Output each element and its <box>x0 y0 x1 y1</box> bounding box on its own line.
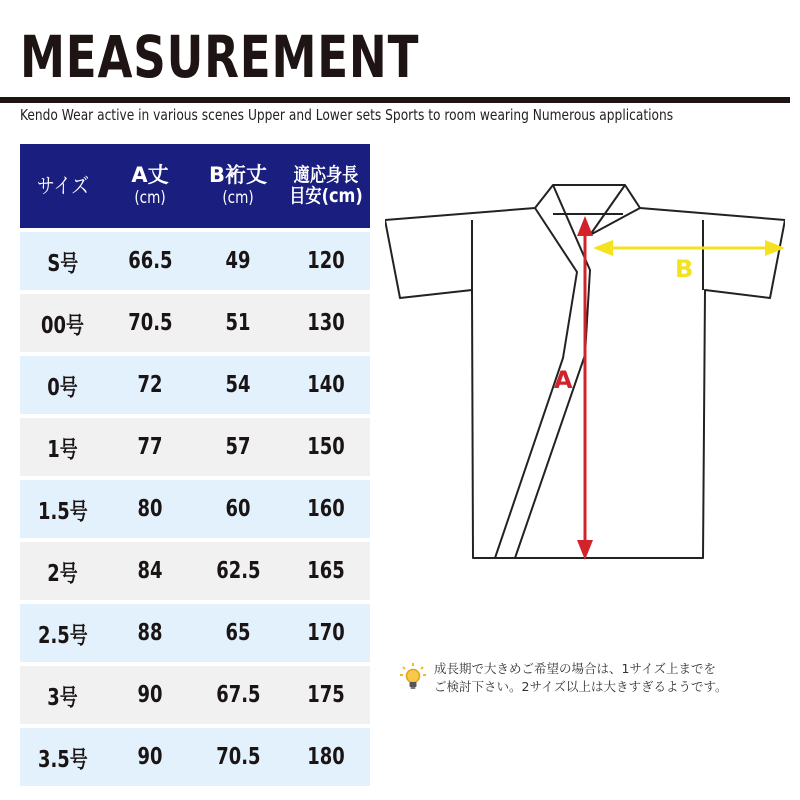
cell-height <box>282 604 370 662</box>
cell-height-text: 180 <box>307 744 345 770</box>
cell-a <box>106 356 194 414</box>
cell-height <box>282 480 370 538</box>
jacket-diagram <box>385 180 785 565</box>
cell-b <box>194 542 282 600</box>
cell-height <box>282 356 370 414</box>
cell-b <box>194 418 282 476</box>
cell-size-text: 0号 <box>47 374 79 401</box>
cell-size <box>20 604 106 662</box>
table-row <box>20 604 370 662</box>
note-line-1: 成長期で大きめご希望の場合は、1サイズ上までを <box>434 661 716 676</box>
cell-a <box>106 232 194 290</box>
cell-size <box>20 356 106 414</box>
col-header-b-unit: (cm) <box>222 188 254 208</box>
cell-height <box>282 232 370 290</box>
size-table <box>20 140 370 790</box>
cell-b <box>194 480 282 538</box>
col-header-size-label: サイズ <box>36 174 90 198</box>
jacket-collar-right <box>590 185 640 235</box>
cell-size <box>20 232 106 290</box>
cell-size-text: 3.5号 <box>38 746 88 773</box>
cell-a-text: 66.5 <box>127 248 173 274</box>
cell-height <box>282 666 370 724</box>
measure-a-arrow <box>577 216 593 560</box>
page-title: MEASUREMENT <box>20 23 420 91</box>
cell-a <box>106 294 194 352</box>
cell-a <box>106 418 194 476</box>
cell-height-text: 120 <box>307 248 345 274</box>
cell-size-text: 1.5号 <box>38 498 88 525</box>
cell-a <box>106 480 194 538</box>
table-row <box>20 542 370 600</box>
cell-a-text: 77 <box>137 434 163 460</box>
cell-b-text: 51 <box>225 310 251 336</box>
cell-size-text: 00号 <box>41 312 85 339</box>
title-rule <box>0 97 790 103</box>
lightbulb-icon <box>400 662 426 692</box>
table-row <box>20 480 370 538</box>
cell-size-text: 2号 <box>47 560 79 587</box>
cell-a-text: 88 <box>137 620 163 646</box>
cell-b-text: 60 <box>225 496 251 522</box>
cell-a-text: 90 <box>137 744 163 770</box>
cell-b-text: 62.5 <box>215 558 261 584</box>
cell-size <box>20 666 106 724</box>
cell-a-text: 90 <box>137 682 163 708</box>
col-header-size <box>20 144 106 228</box>
cell-height-text: 160 <box>307 496 345 522</box>
cell-b <box>194 294 282 352</box>
table-row <box>20 356 370 414</box>
col-header-a-unit: (cm) <box>134 188 166 208</box>
cell-b <box>194 232 282 290</box>
cell-a <box>106 666 194 724</box>
note-line-2: ご検討下さい。2サイズ以上は大きすぎるようです。 <box>434 679 728 694</box>
jacket-collar-inner <box>515 185 590 558</box>
cell-a-text: 84 <box>137 558 163 584</box>
cell-b <box>194 604 282 662</box>
table-row <box>20 728 370 786</box>
cell-height-text: 150 <box>307 434 345 460</box>
col-header-a-label: A丈 <box>131 163 169 187</box>
cell-size-text: 1号 <box>47 436 79 463</box>
cell-b <box>194 666 282 724</box>
cell-size <box>20 294 106 352</box>
cell-a-text: 80 <box>137 496 163 522</box>
measure-b-label: B <box>675 255 694 283</box>
cell-height-text: 140 <box>307 372 345 398</box>
cell-b-text: 70.5 <box>215 744 261 770</box>
cell-a-text: 72 <box>137 372 163 398</box>
cell-height-text: 165 <box>307 558 345 584</box>
col-header-b <box>194 144 282 228</box>
cell-height <box>282 542 370 600</box>
cell-b-text: 54 <box>225 372 251 398</box>
cell-b-text: 67.5 <box>215 682 261 708</box>
cell-b-text: 57 <box>225 434 251 460</box>
cell-b <box>194 356 282 414</box>
cell-height <box>282 728 370 786</box>
cell-b-text: 49 <box>225 248 251 274</box>
table-row <box>20 294 370 352</box>
cell-size <box>20 418 106 476</box>
measure-b-arrow <box>593 240 785 256</box>
cell-a <box>106 542 194 600</box>
col-header-height-label: 適応身長 <box>293 164 359 186</box>
col-header-height-label2: 目安(cm) <box>289 185 363 207</box>
cell-size <box>20 480 106 538</box>
cell-a <box>106 604 194 662</box>
cell-size-text: 3号 <box>47 684 79 711</box>
cell-b-text: 65 <box>225 620 251 646</box>
cell-height-text: 130 <box>307 310 345 336</box>
cell-size <box>20 728 106 786</box>
cell-size-text: S号 <box>47 250 79 277</box>
cell-a <box>106 728 194 786</box>
cell-size <box>20 542 106 600</box>
measure-a-label: A <box>554 366 573 394</box>
cell-height <box>282 294 370 352</box>
page-subtitle: Kendo Wear active in various scenes Upper and Lower sets Sports to room wearing Numerous applications <box>20 106 674 124</box>
cell-height-text: 175 <box>307 682 345 708</box>
table-row <box>20 418 370 476</box>
col-header-height <box>282 144 370 228</box>
cell-b <box>194 728 282 786</box>
col-header-a <box>106 144 194 228</box>
table-row <box>20 232 370 290</box>
col-header-b-label: B裄丈 <box>208 163 267 187</box>
cell-size-text: 2.5号 <box>38 622 88 649</box>
cell-height-text: 170 <box>307 620 345 646</box>
table-header-row <box>20 144 370 228</box>
table-row <box>20 666 370 724</box>
cell-a-text: 70.5 <box>127 310 173 336</box>
cell-height <box>282 418 370 476</box>
